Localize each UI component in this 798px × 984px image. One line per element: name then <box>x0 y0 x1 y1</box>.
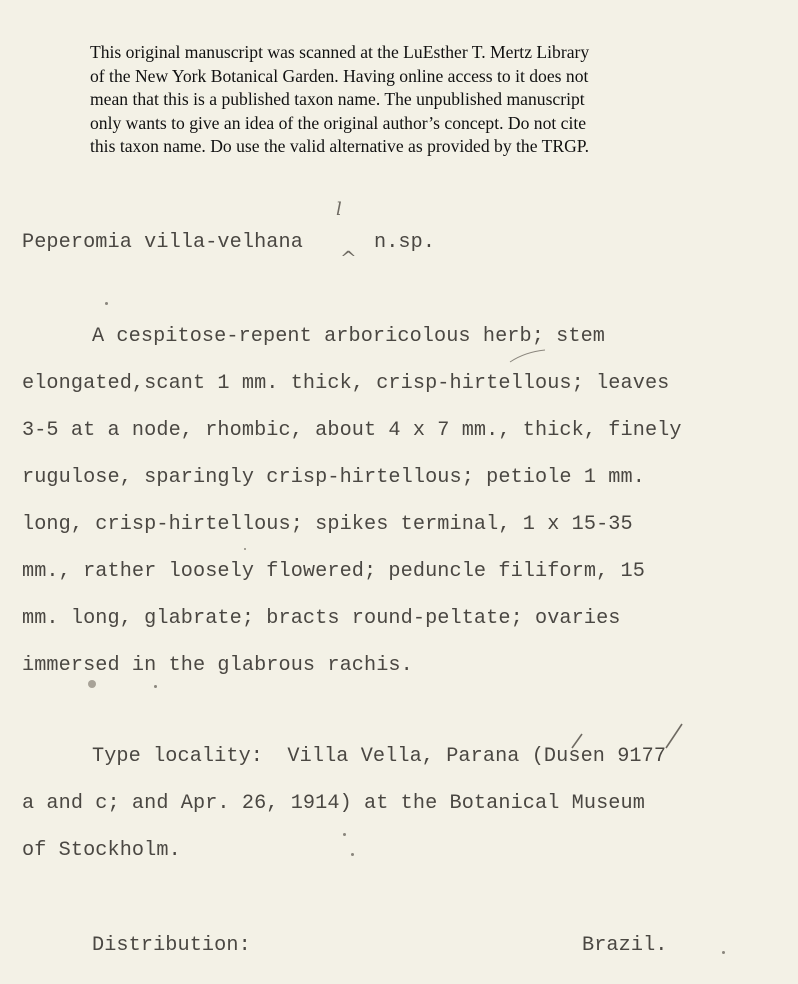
paper-speck <box>722 951 725 954</box>
description-line: rugulose, sparingly crisp-hirtellous; petiole 1 mm. <box>22 466 645 489</box>
notice-line: mean that this is a published taxon name. The unpublished manuscript <box>90 89 585 109</box>
paper-speck <box>343 833 346 836</box>
notice-line: this taxon name. Do use the valid alternative as provided by the TRGP. <box>90 136 590 156</box>
notice-line: of the New York Botanical Garden. Having online access to it does not <box>90 65 589 86</box>
description-line: elongated,scant 1 mm. thick, crisp-hirtellous; leaves <box>22 372 670 395</box>
description-line: A cespitose-repent arboricolous herb; stem <box>92 325 606 348</box>
notice-line: This original manuscript was scanned at the LuEsther T. Mertz Library <box>90 42 590 62</box>
insertion-caret: ^ <box>340 246 357 270</box>
type-locality-line: a and c; and Apr. 26, 1914) at the Botanical Museum <box>22 792 645 815</box>
distribution-label: Distribution: <box>92 934 251 957</box>
description-line: long, crisp-hirtellous; spikes terminal, 1 x 15-35 <box>22 513 633 536</box>
accent-stroke <box>666 724 682 748</box>
description-line: mm., rather loosely flowered; peduncle filiform, 15 <box>22 560 645 583</box>
new-species-mark: n.sp. <box>374 231 436 254</box>
description-line: immersed in the glabrous rachis. <box>22 654 413 677</box>
library-notice <box>90 41 730 159</box>
notice-line: only wants to give an idea of the original author’s concept. Do not cite <box>90 112 587 133</box>
paper-speck <box>244 548 246 550</box>
description-line: 3-5 at a node, rhombic, about 4 x 7 mm., thick, finely <box>22 419 682 442</box>
paper-speck <box>154 685 157 688</box>
paper-speck <box>88 680 96 688</box>
type-locality-line: of Stockholm. <box>22 839 181 862</box>
distribution-value: Brazil. <box>582 934 668 957</box>
type-locality-line: Type locality: Villa Vella, Parana (Dusen 9177 <box>92 745 667 768</box>
paper-speck <box>105 302 108 305</box>
paper-speck <box>351 853 354 856</box>
accent-stroke <box>510 350 545 362</box>
description-line: mm. long, glabrate; bracts round-peltate; ovaries <box>22 607 621 630</box>
species-name: Peperomia villa-velhana <box>22 231 303 254</box>
handwritten-correction: l <box>336 199 342 220</box>
